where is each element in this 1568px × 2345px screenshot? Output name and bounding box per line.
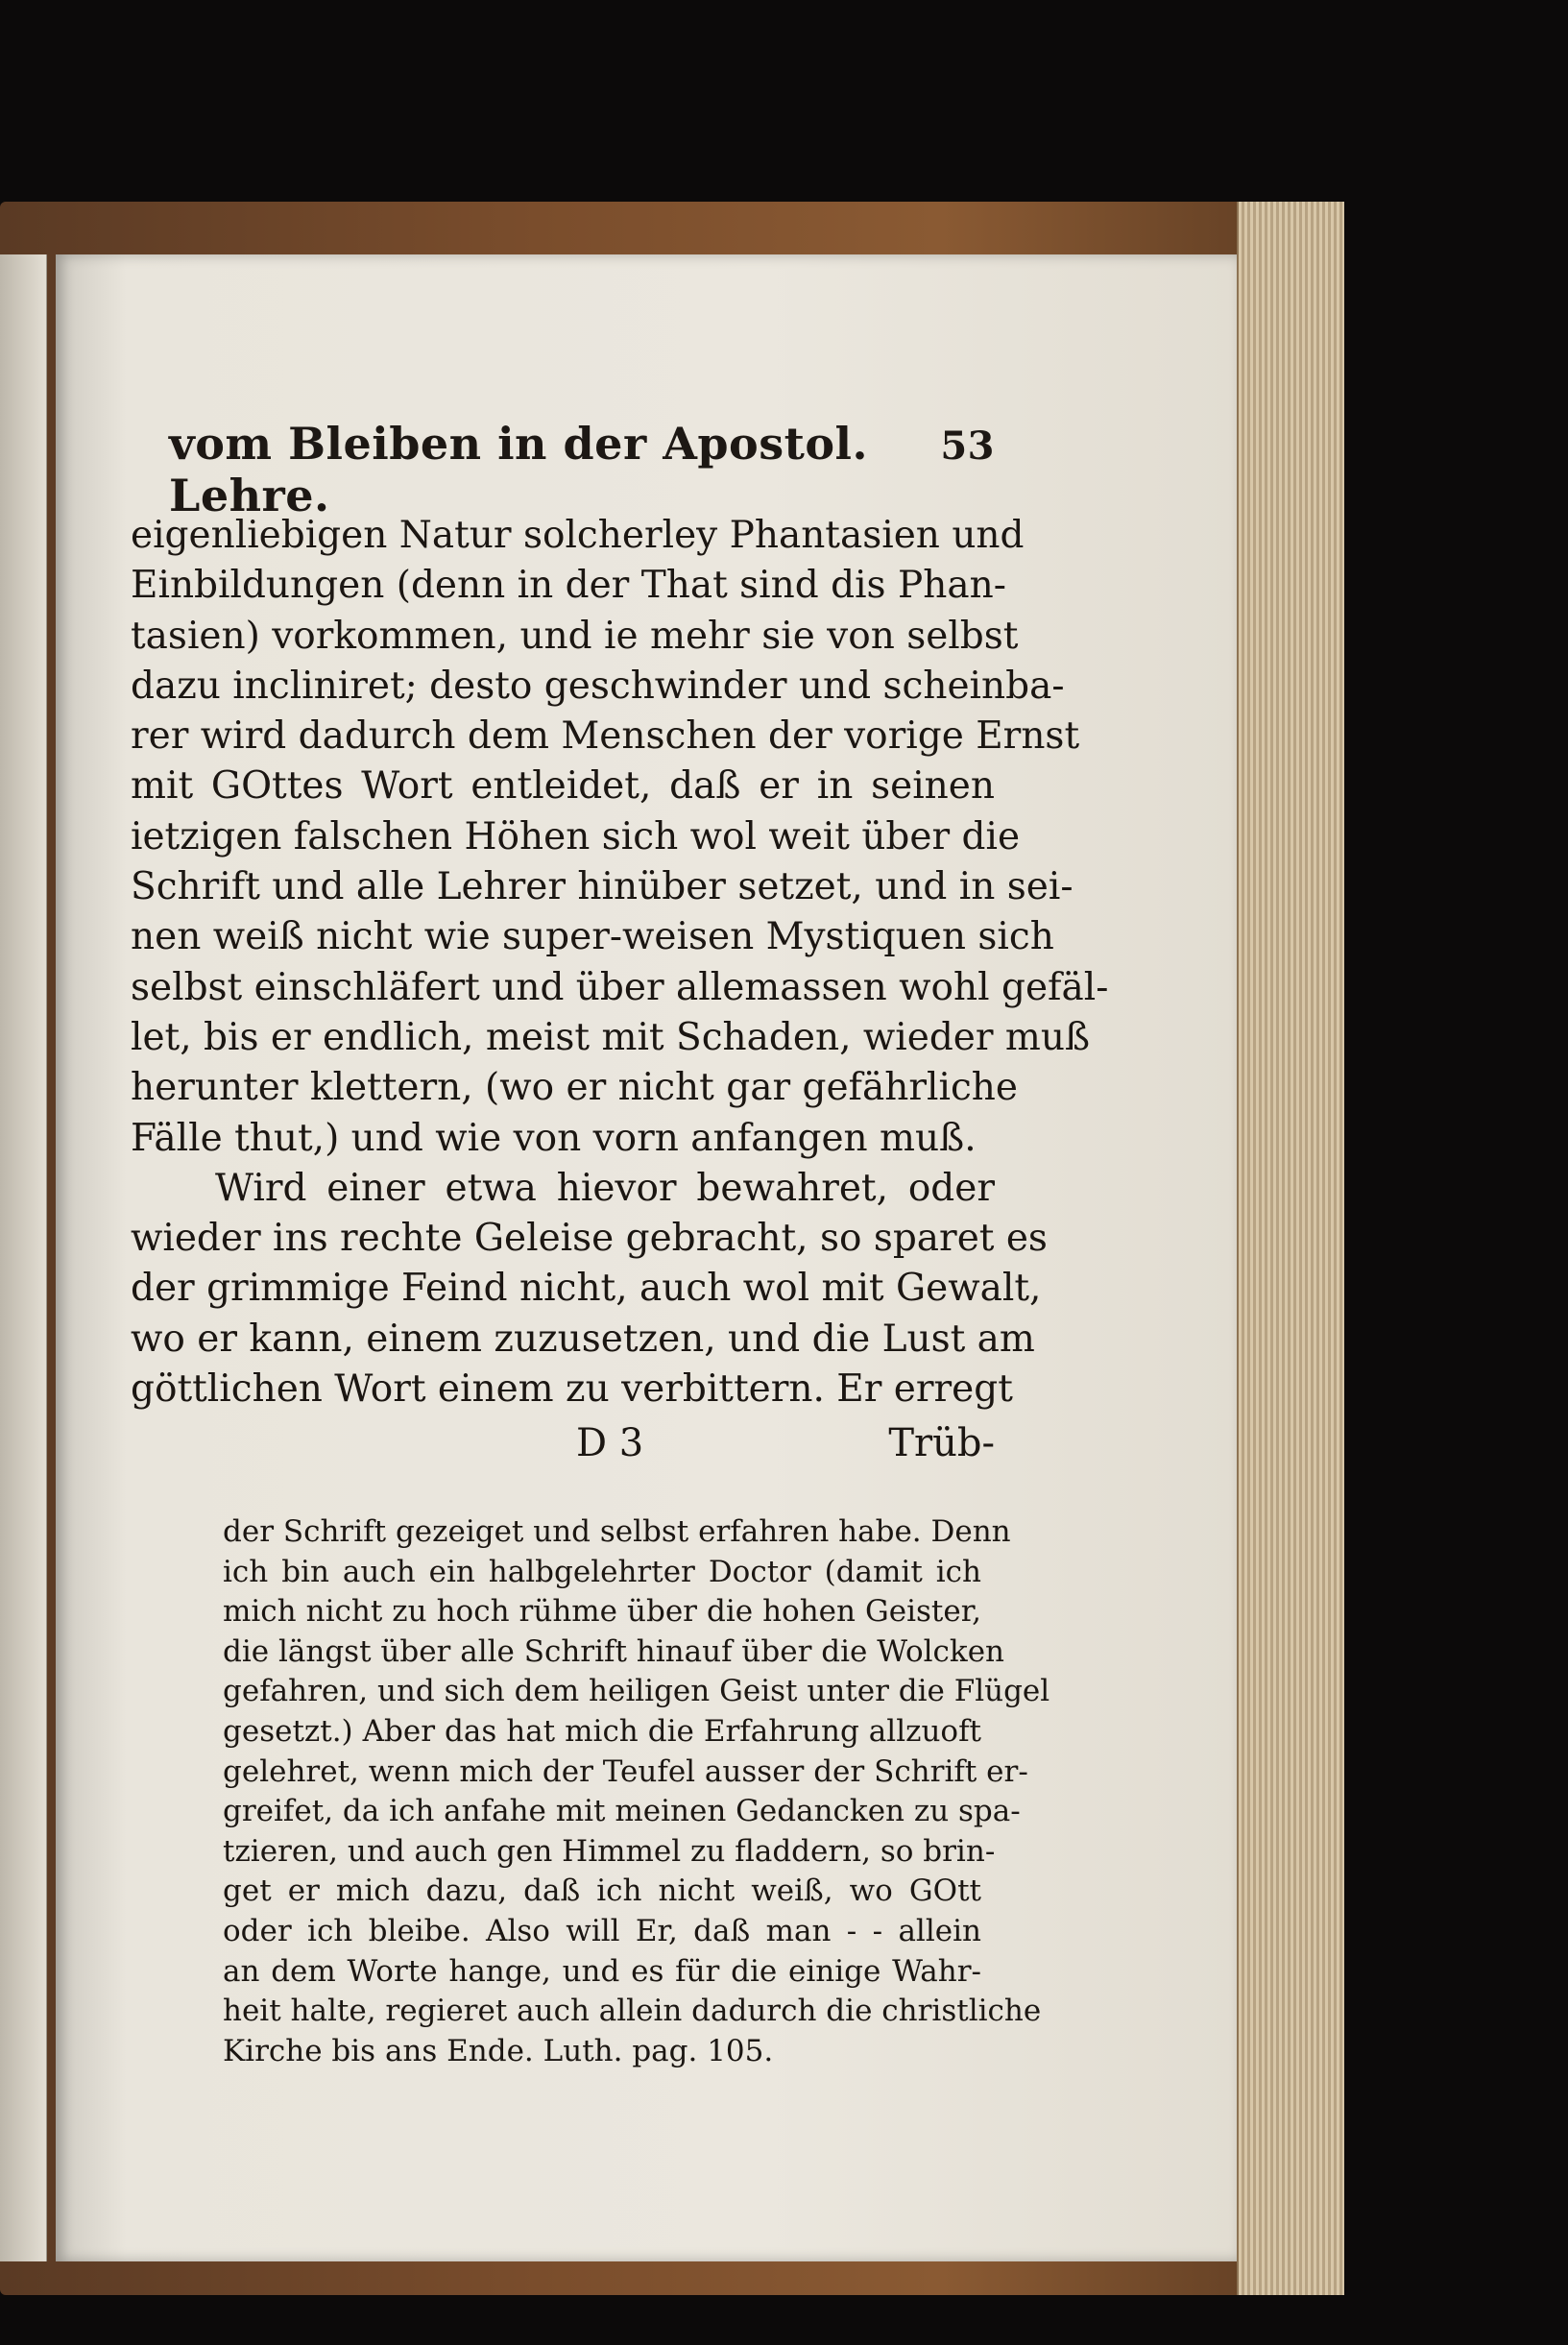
catchline: [576, 1421, 995, 1465]
note-line: gelehret, wenn mich der Teufel ausser der Schrift er-: [223, 1753, 1028, 1789]
note-line: an dem Worte hange, und es für die einige Wahr-: [223, 1953, 981, 1989]
page-edges: [1237, 202, 1344, 2295]
text-line: eigenliebigen Natur solcherley Phantasien und: [131, 514, 1025, 557]
note-line: tzieren, und auch gen Himmel zu fladdern, so brin-: [223, 1833, 996, 1869]
text-line: tasien) vorkommen, und ie mehr sie von selbst: [131, 614, 1019, 658]
note-line: greifet, da ich anfahe mit meinen Gedancken zu spa-: [223, 1794, 1021, 1829]
note-line: oder ich bleibe. Also will Er, daß man - - allein: [223, 1913, 981, 1948]
text-line: wieder ins rechte Geleise gebracht, so sparet es: [131, 1217, 1048, 1261]
catchword: Trüb-: [888, 1421, 995, 1465]
footnote: [223, 1512, 1050, 2071]
text-line: wo er kann, einem zuzusetzen, und die Lust am: [131, 1317, 1035, 1361]
signature-mark: D 3: [576, 1421, 644, 1465]
note-line: gesetzt.) Aber das hat mich die Erfahrung allzuoft: [223, 1713, 981, 1749]
text-line: let, bis er endlich, meist mit Schaden, wieder muß: [131, 1015, 1091, 1059]
text-line: Schrift und alle Lehrer hinüber setzet, und in sei-: [131, 865, 1073, 909]
note-line: der Schrift gezeiget und selbst erfahren habe. Denn: [223, 1514, 1011, 1549]
text-line: selbst einschläfert und über allemassen wohl gefäl-: [131, 965, 1109, 1009]
text-line: rer wird dadurch dem Menschen der vorige Ernst: [131, 714, 1080, 759]
note-line: gefahren, und sich dem heiligen Geist unter die Flügel: [223, 1674, 1050, 1709]
text-line: ietzigen falschen Höhen sich wol weit über die: [131, 814, 1021, 858]
running-header: [169, 418, 995, 521]
text-line: nen weiß nicht wie super-weisen Mystiquen sich: [131, 915, 1054, 959]
text-line: Einbildungen (denn in der That sind dis Phan-: [131, 564, 1006, 608]
note-line: die längst über alle Schrift hinauf über die Wolcken: [223, 1633, 1005, 1669]
text-line: göttlichen Wort einem zu verbittern. Er erregt: [131, 1367, 1013, 1412]
text-line: herunter klettern, (wo er nicht gar gefährliche: [131, 1066, 1018, 1110]
text-line: der grimmige Feind nicht, auch wol mit Gewalt,: [131, 1267, 1042, 1311]
text-line: dazu incliniret; desto geschwinder und scheinba-: [131, 664, 1065, 708]
main-text: [131, 511, 1109, 1414]
text-line: Wird einer etwa hievor bewahret, oder: [215, 1166, 995, 1210]
left-page-edge: [0, 254, 47, 2261]
note-line: Kirche bis ans Ende. Luth. pag. 105.: [223, 2033, 774, 2068]
note-line: mich nicht zu hoch rühme über die hohen Geister,: [223, 1594, 981, 1630]
running-title: vom Bleiben in der Apostol. Lehre.: [169, 418, 869, 521]
page-number: 53: [940, 423, 995, 469]
note-line: heit halte, regieret auch allein dadurch die christliche: [223, 1994, 1042, 2029]
text-line: mit GOttes Wort entleidet, daß er in seinen: [131, 764, 995, 809]
note-line: get er mich dazu, daß ich nicht weiß, wo GOtt: [223, 1874, 981, 1909]
text-line: Fälle thut,) und wie von vorn anfangen muß.: [131, 1116, 977, 1160]
note-line: ich bin auch ein halbgelehrter Doctor (damit ich: [223, 1554, 981, 1589]
